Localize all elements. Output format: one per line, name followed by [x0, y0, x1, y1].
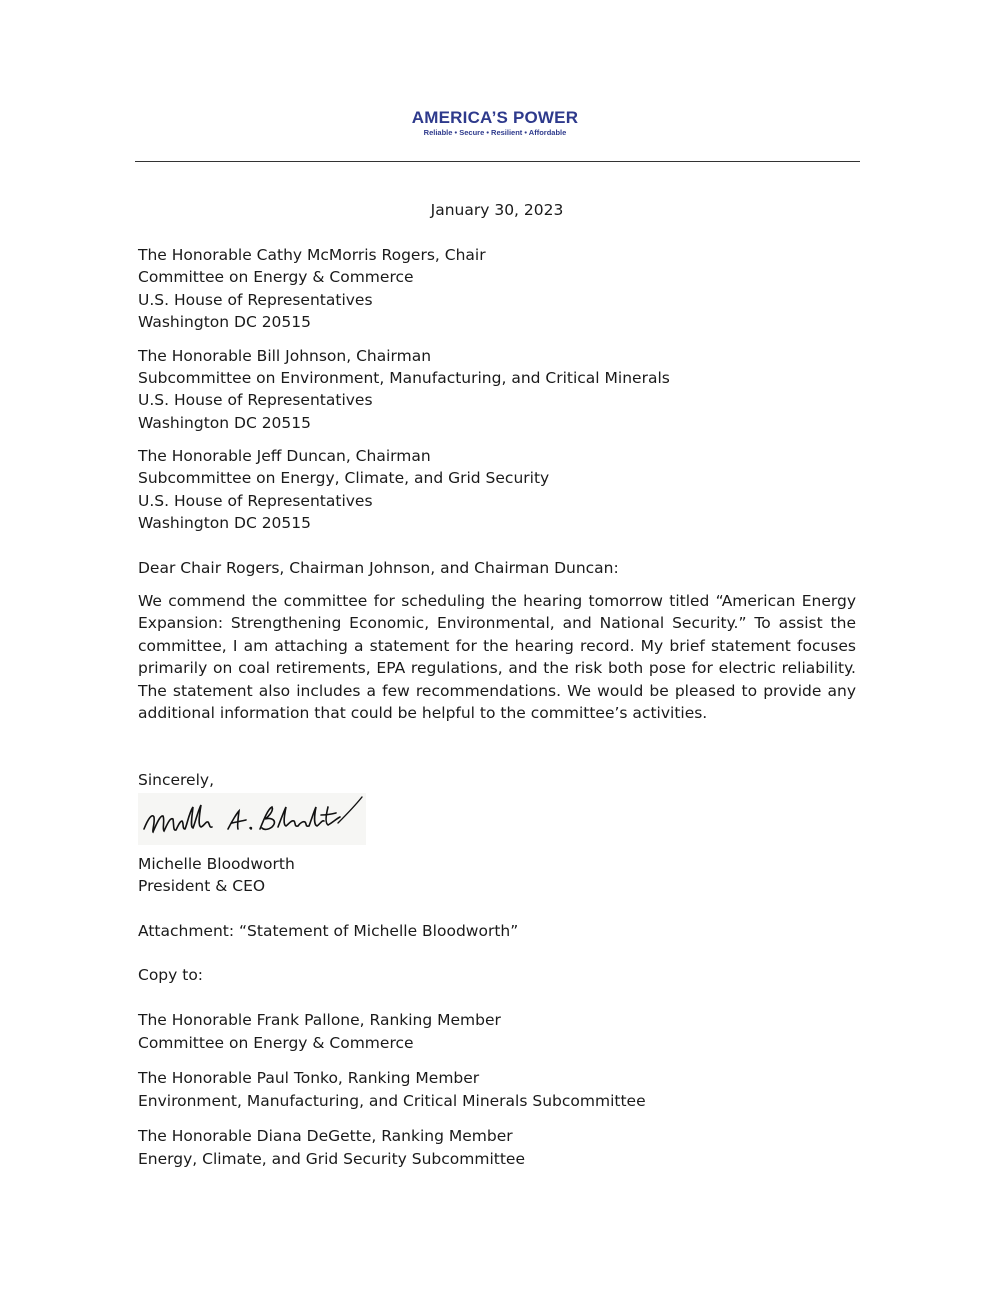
recipient-1-line-1: The Honorable Cathy McMorris Rogers, Chair — [138, 246, 486, 264]
header-divider — [135, 161, 860, 162]
recipient-2-line-4: Washington DC 20515 — [138, 414, 312, 432]
signer-name: Michelle Bloodworth — [138, 855, 295, 873]
recipient-3-line-3: U.S. House of Representatives — [138, 492, 373, 510]
recipient-2-line-2: Subcommittee on Environment, Manufacturing, and Critical Minerals — [138, 369, 670, 387]
letter-body: We commend the committee for scheduling the hearing tomorrow titled “American Energy Expansion: Strengthening Economic, Environmental, and National Security.” To assist the committee, I am attaching a statement for the hearing record. My brief statement focuses primarily on coal retirements, EPA regulations, and the risk both pose for electric reliability. The statement also includes a few recommendations. We would be pleased to provide any additional information that could be helpful to the committee’s activities. — [138, 592, 856, 723]
org-tagline: Reliable • Secure • Resilient • Affordable — [423, 128, 567, 137]
attachment-line: Attachment: “Statement of Michelle Bloodworth” — [138, 922, 519, 940]
salutation: Dear Chair Rogers, Chairman Johnson, and Chairman Duncan: — [138, 559, 619, 577]
copy-2-line-1: The Honorable Paul Tonko, Ranking Member — [138, 1069, 480, 1087]
letter-date: January 30, 2023 — [430, 201, 564, 219]
signature-image — [138, 793, 366, 845]
copy-3-line-2: Energy, Climate, and Grid Security Subcommittee — [138, 1150, 525, 1168]
org-name: AMERICA’S POWER — [411, 108, 579, 127]
recipient-1-line-4: Washington DC 20515 — [138, 313, 312, 331]
recipient-3-line-1: The Honorable Jeff Duncan, Chairman — [138, 447, 431, 465]
recipient-2-line-3: U.S. House of Representatives — [138, 391, 373, 409]
copy-1-line-1: The Honorable Frank Pallone, Ranking Member — [138, 1011, 501, 1029]
recipient-1-line-3: U.S. House of Representatives — [138, 291, 373, 309]
signer-title: President & CEO — [138, 877, 266, 895]
closing: Sincerely, — [138, 771, 215, 789]
recipient-3-line-4: Washington DC 20515 — [138, 514, 312, 532]
copy-1-line-2: Committee on Energy & Commerce — [138, 1034, 414, 1052]
copy-2-line-2: Environment, Manufacturing, and Critical Minerals Subcommittee — [138, 1092, 646, 1110]
copy-3-line-1: The Honorable Diana DeGette, Ranking Member — [138, 1127, 513, 1145]
letterhead-logo — [0, 108, 990, 138]
copy-to-label: Copy to: — [138, 966, 204, 984]
recipient-3-line-2: Subcommittee on Energy, Climate, and Grid Security — [138, 469, 550, 487]
recipient-1-line-2: Committee on Energy & Commerce — [138, 268, 414, 286]
recipient-2-line-1: The Honorable Bill Johnson, Chairman — [138, 347, 432, 365]
